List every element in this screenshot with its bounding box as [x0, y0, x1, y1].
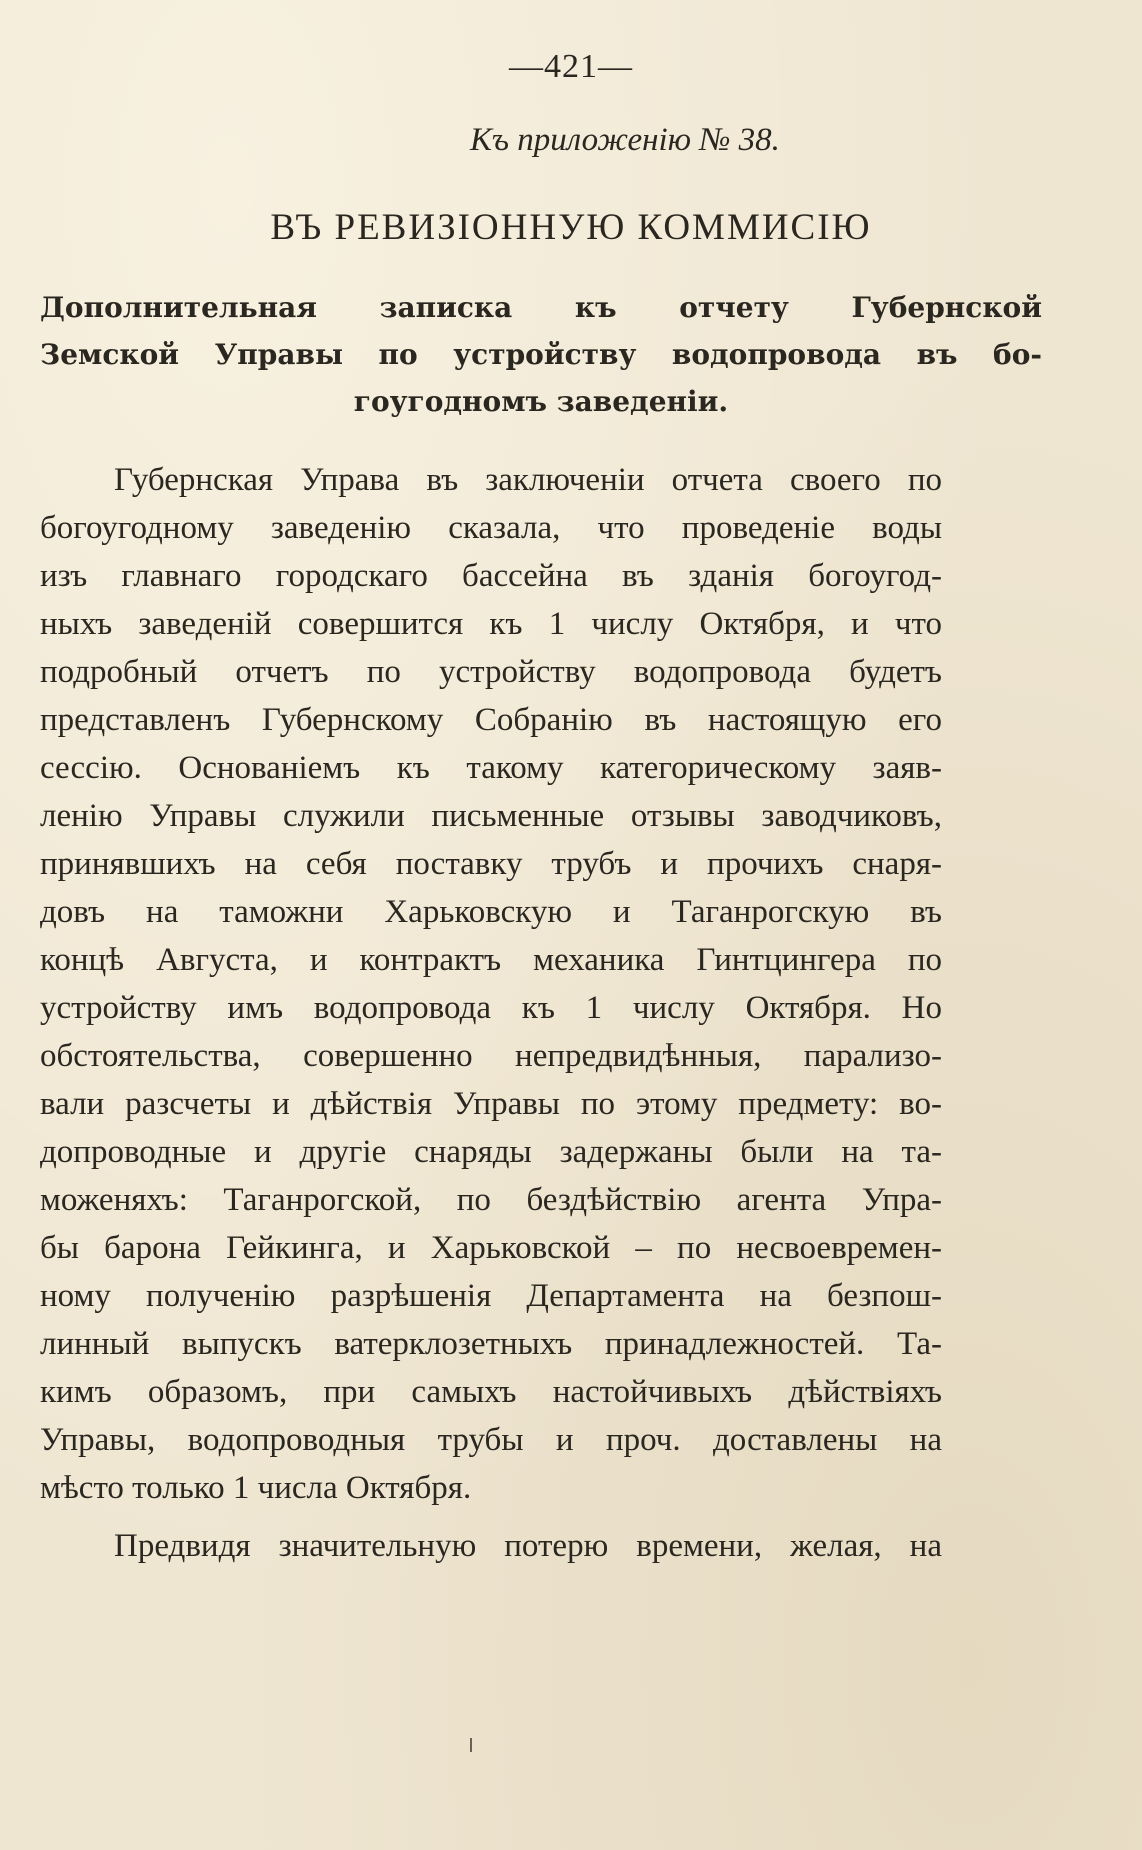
- body-line: довъ на таможни Харьковскую и Таганрогскую въ: [40, 894, 942, 930]
- body-line: линный выпускъ ватерклозетныхъ принадлежностей. Та-: [40, 1326, 942, 1362]
- body-line: обстоятельства, совершенно непредвидѣнныя, парализо-: [40, 1038, 942, 1074]
- body-line: сессію. Основаніемъ къ такому категорическому заяв-: [40, 750, 942, 786]
- body-line: кимъ образомъ, при самыхъ настойчивыхъ дѣйствіяхъ: [40, 1374, 942, 1410]
- subheading-line: Земской Управы по устройству водопровода въ бо-: [40, 338, 1042, 371]
- appendix-reference: Къ приложенію № 38.: [470, 122, 780, 158]
- body-line: моженяхъ: Таганрогской, по бездѣйствію агента Упра-: [40, 1182, 942, 1218]
- body-line: принявшихъ на себя поставку трубъ и прочихъ снаря-: [40, 846, 942, 882]
- section-heading: ВЪ РЕВИЗІОННУЮ КОММИСІЮ: [270, 207, 872, 248]
- body-line: Губернская Управа въ заключеніи отчета своего по: [114, 462, 942, 498]
- subheading: [40, 284, 1042, 425]
- body-line: ленію Управы служили письменные отзывы заводчиковъ,: [40, 798, 942, 834]
- subheading-line: гоугодномъ заведеніи.: [353, 385, 729, 418]
- body-text: [40, 456, 942, 1570]
- body-line: изъ главнаго городскаго бассейна въ зданія богоугод-: [40, 558, 942, 594]
- subheading-line: Дополнительная записка къ отчету Губернской: [40, 291, 1042, 324]
- body-line: представленъ Губернскому Собранію въ настоящую его: [40, 702, 942, 738]
- body-line: бы барона Гейкинга, и Харьковской – по несвоевремен-: [40, 1230, 942, 1266]
- body-line: ныхъ заведеній совершится къ 1 числу Октября, и что: [40, 606, 942, 642]
- body-line: Управы, водопроводныя трубы и проч. доставлены на: [40, 1422, 942, 1458]
- body-line: ному полученію разрѣшенія Департамента на безпош-: [40, 1278, 942, 1314]
- body-line: устройству имъ водопровода къ 1 числу Октября. Но: [40, 990, 942, 1026]
- body-line: допроводные и другіе снаряды задержаны были на та-: [40, 1134, 942, 1170]
- paper-speck: [470, 1738, 472, 1752]
- body-line: концѣ Августа, и контрактъ механика Гинтцингера по: [40, 942, 942, 978]
- body-line: богоугодному заведенію сказала, что проведеніе воды: [40, 510, 942, 546]
- body-line: подробный отчетъ по устройству водопровода будетъ: [40, 654, 942, 690]
- body-line: Предвидя значительную потерю времени, желая, на: [114, 1528, 942, 1564]
- body-line: вали разсчеты и дѣйствія Управы по этому предмету: во-: [40, 1086, 942, 1122]
- page-number: —421—: [509, 48, 633, 85]
- body-line: мѣсто только 1 числа Октября.: [40, 1470, 472, 1506]
